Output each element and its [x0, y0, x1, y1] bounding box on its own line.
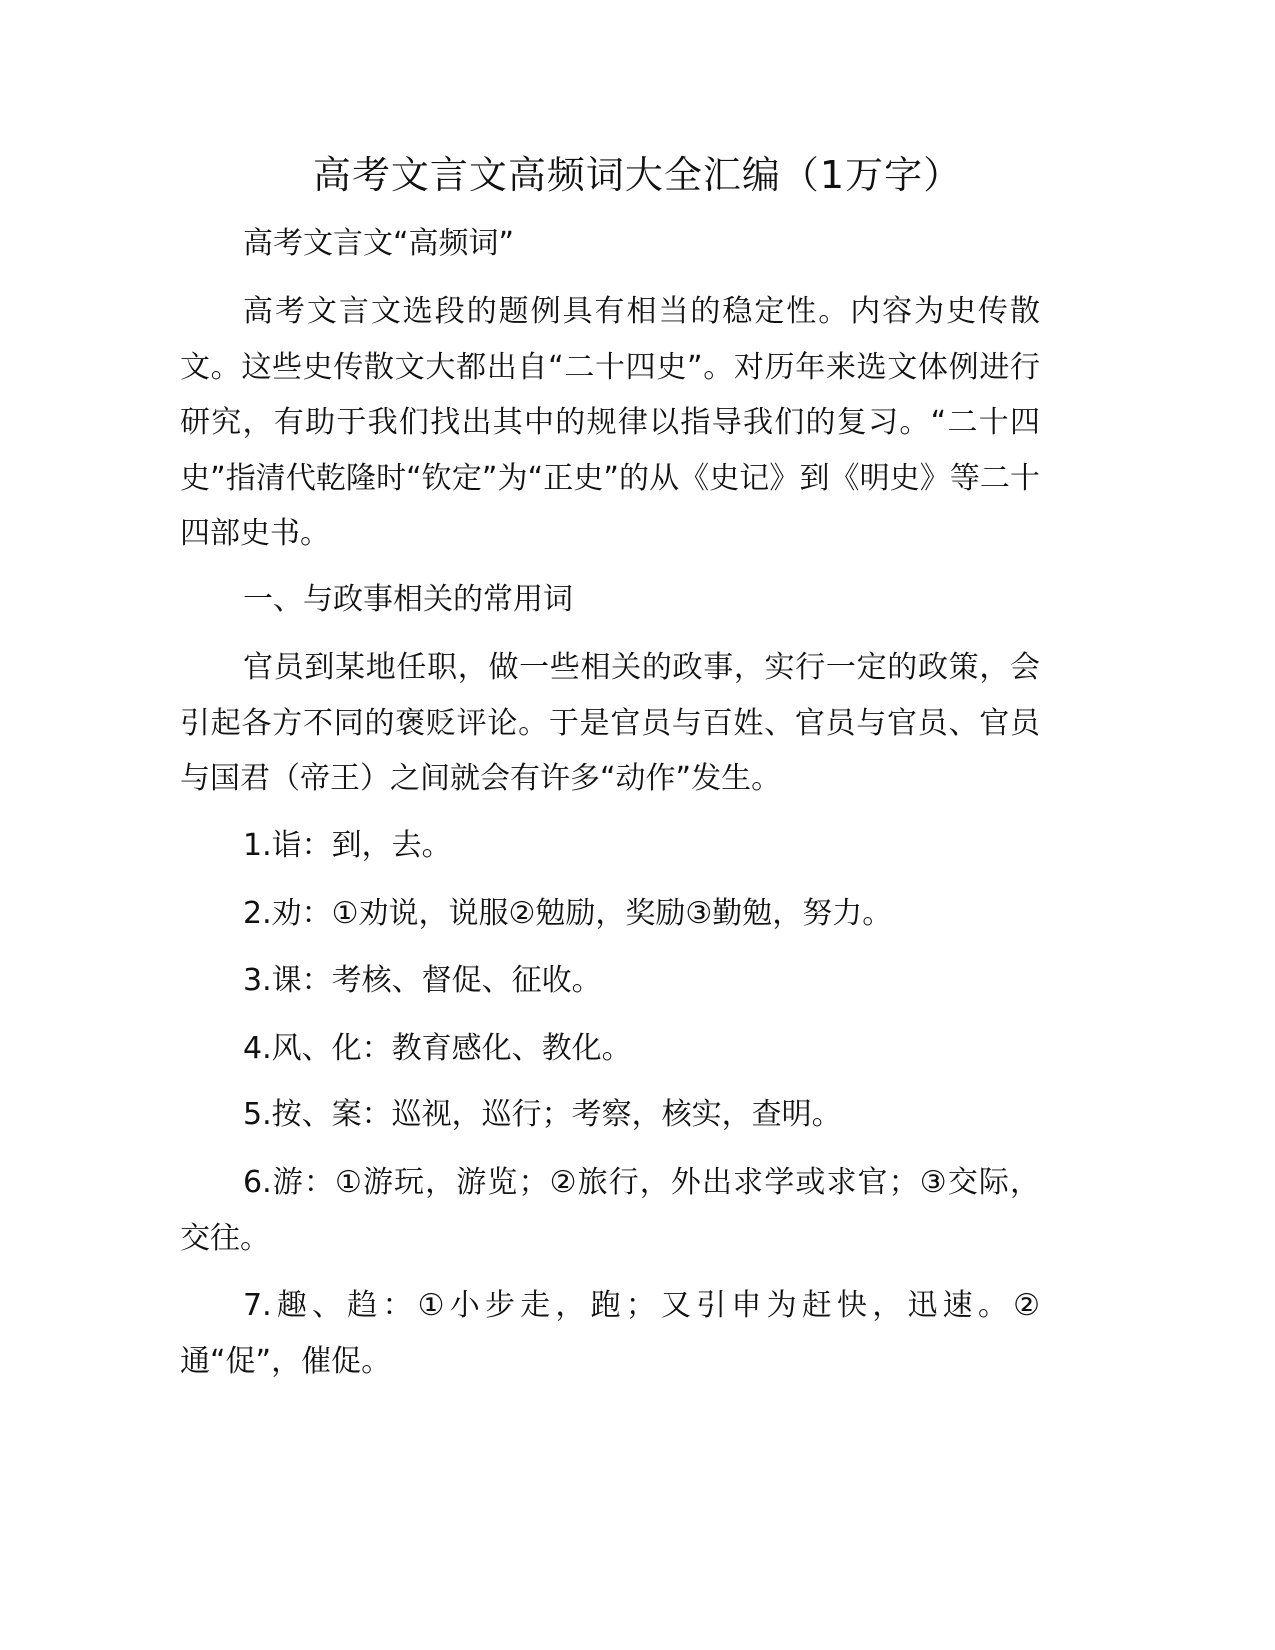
list-item: 3.课：考核、督促、征收。: [243, 963, 602, 998]
list-item: 2.劝：①劝说，说服②勉励，奖励③勤勉，努力。: [243, 896, 893, 931]
list-item: 1.诣：到，去。: [243, 828, 452, 863]
section-intro-paragraph: 官员到某地任职，做一些相关的政事，实行一定的政策，会引起各方不同的褒贬评论。于是官员与百姓、官员与官员、官员与国君（帝王）之间就会有许多“动作”发生。: [180, 650, 1040, 797]
section-heading: 一、与政事相关的常用词: [243, 582, 573, 617]
list-item: 7.趣、趋：①小步走，跑；又引申为赶快，迅速。②通“促”，催促。: [180, 1288, 1040, 1379]
subtitle: 高考文言文“高频词”: [243, 226, 515, 261]
intro-paragraph: 高考文言文选段的题例具有相当的稳定性。内容为史传散文。这些史传散文大都出自“二十四史”。对历年来选文体例进行研究，有助于我们找出其中的规律以指导我们的复习。“二十四史”指清代乾隆时“钦定”为“正史”的从《史记》到《明史》等二十四部史书。: [180, 294, 1040, 552]
list-item: 4.风、化：教育感化、教化。: [243, 1031, 632, 1066]
document-title: 高考文言文高频词大全汇编（1万字）: [312, 153, 963, 197]
list-item: 5.按、案：巡视，巡行；考察，核实，查明。: [243, 1097, 842, 1132]
list-item: 6.游：①游玩，游览；②旅行，外出求学或求官；③交际，交往。: [180, 1165, 1040, 1256]
